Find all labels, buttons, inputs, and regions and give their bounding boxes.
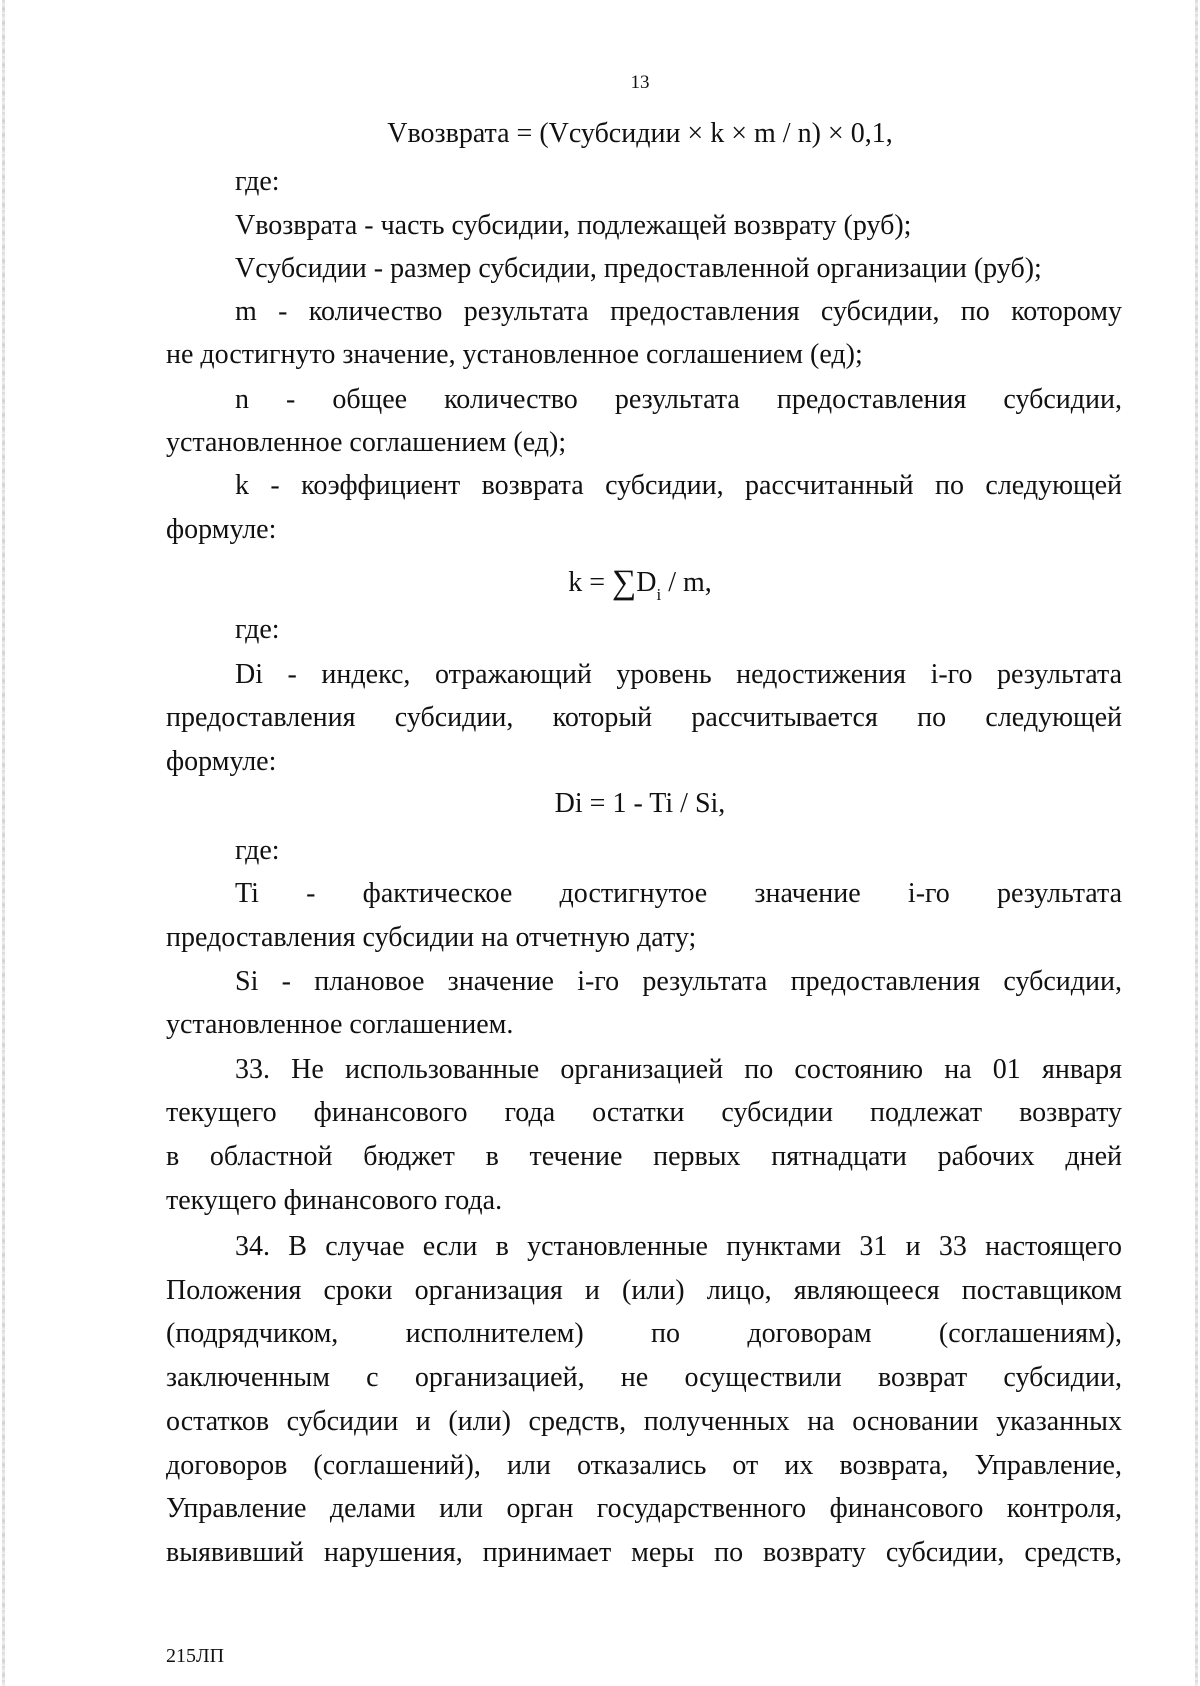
text-line: k - коэффициент возврата субсидии, рассчитанный по следующей <box>235 470 1122 501</box>
text-line: предоставления субсидии, который рассчитывается по следующей <box>166 702 1122 733</box>
text-line: в областной бюджет в течение первых пятнадцати рабочих дней <box>166 1141 1122 1172</box>
text-line: формуле: <box>166 746 277 777</box>
formula-k-left: k = <box>568 567 612 598</box>
scan-edge-right <box>1195 0 1198 1686</box>
text-line: Vсубсидии - размер субсидии, предоставленной организации (руб); <box>235 253 1042 284</box>
text-line: установленное соглашением. <box>166 1009 514 1040</box>
text-line: m - количество результата предоставления субсидии, по которому <box>235 296 1122 327</box>
text-line: не достигнуто значение, установленное соглашением (ед); <box>166 339 863 370</box>
sigma-symbol: ∑ <box>612 564 637 601</box>
document-code: 215ЛП <box>166 1645 225 1667</box>
formula-di: Di = 1 - Ti / Si, <box>554 788 726 819</box>
text-line: Управление делами или орган государственного финансового контроля, <box>166 1493 1122 1524</box>
text-line: договоров (соглашений), или отказались от их возврата, Управление, <box>166 1450 1122 1481</box>
text-line: 34. В случае если в установленные пунктами 31 и 33 настоящего <box>235 1231 1122 1262</box>
text-line: заключенным с организацией, не осуществили возврат субсидии, <box>166 1362 1122 1393</box>
text-line: выявивший нарушения, принимает меры по возврату субсидии, средств, <box>166 1537 1122 1568</box>
text-line: Di - индекс, отражающий уровень недостижения i-го результата <box>235 659 1122 690</box>
text-line: остатков субсидии и (или) средств, полученных на основании указанных <box>166 1406 1122 1437</box>
formula-vozvrata: Vвозврата = (Vсубсидии × k × m / n) × 0,1, <box>387 118 893 149</box>
text-line: текущего финансового года остатки субсидии подлежат возврату <box>166 1097 1122 1128</box>
formula-k-right: / m, <box>661 567 712 598</box>
text-line: где: <box>235 166 280 197</box>
text-line: где: <box>235 614 280 645</box>
text-line: установленное соглашением (ед); <box>166 427 567 458</box>
text-line: 33. Не использованные организацией по состоянию на 01 января <box>235 1054 1122 1085</box>
page-number: 13 <box>630 72 650 93</box>
text-line: Ti - фактическое достигнутое значение i-го результата <box>235 878 1122 909</box>
text-line: формуле: <box>166 514 277 545</box>
formula-k-d: D <box>636 567 657 598</box>
scan-edge-left <box>2 0 5 1686</box>
text-line: n - общее количество результата предоставления субсидии, <box>235 384 1122 415</box>
text-line: Si - плановое значение i-го результата предоставления субсидии, <box>235 966 1122 997</box>
formula-k <box>0 562 1200 604</box>
text-line: Vвозврата - часть субсидии, подлежащей возврату (руб); <box>235 210 912 241</box>
text-line: где: <box>235 835 280 866</box>
text-line: текущего финансового года. <box>166 1185 503 1216</box>
text-line: предоставления субсидии на отчетную дату; <box>166 922 697 953</box>
text-line: Положения сроки организация и (или) лицо, являющееся поставщиком <box>166 1275 1122 1306</box>
text-line: (подрядчиком, исполнителем) по договорам (соглашениям), <box>166 1318 1122 1349</box>
formula-k-subscript: i <box>656 585 662 604</box>
